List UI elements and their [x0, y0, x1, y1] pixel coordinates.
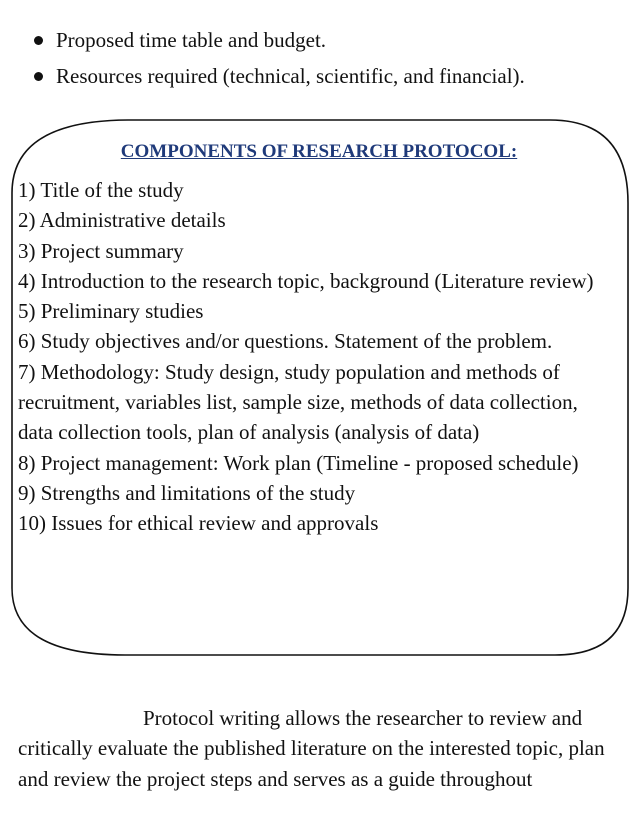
component-item: 3) Project summary — [18, 238, 184, 263]
closing-paragraph: Protocol writing allows the researcher to review and critically evaluate the published literature on the interested topic, plan and review the project steps and serves as a guide throughout — [18, 706, 605, 791]
component-item: 4) Introduction to the research topic, background (Literature review) — [18, 268, 594, 293]
component-item: 2) Administrative details — [18, 208, 226, 233]
bullet-dot-icon — [34, 36, 43, 45]
component-item: 1) Title of the study — [18, 178, 184, 202]
component-item: 5) Preliminary studies — [18, 299, 204, 324]
components-heading: COMPONENTS OF RESEARCH PROTOCOL: — [120, 141, 518, 162]
component-item: 7) Methodology: Study design, study population and methods of recruitment, variables list, sample size, methods of data collection, data collection tools, plan of analysis (analysis of data) — [18, 359, 578, 445]
bullet-item — [34, 26, 624, 62]
bullet-text: Resources required (technical, scientific, and financial). — [56, 64, 525, 88]
component-item: 6) Study objectives and/or questions. Statement of the problem. — [18, 329, 553, 354]
component-item: 8) Project management: Work plan (Timeline - proposed schedule) — [18, 450, 579, 475]
component-item: 9) Strengths and limitations of the study — [18, 480, 356, 505]
bullet-dot-icon — [34, 72, 43, 81]
component-item: 10) Issues for ethical review and approvals — [18, 511, 379, 536]
bullet-item — [34, 62, 624, 98]
bullet-list — [34, 26, 624, 98]
bullet-text: Proposed time table and budget. — [56, 28, 327, 52]
components-list — [18, 175, 618, 539]
